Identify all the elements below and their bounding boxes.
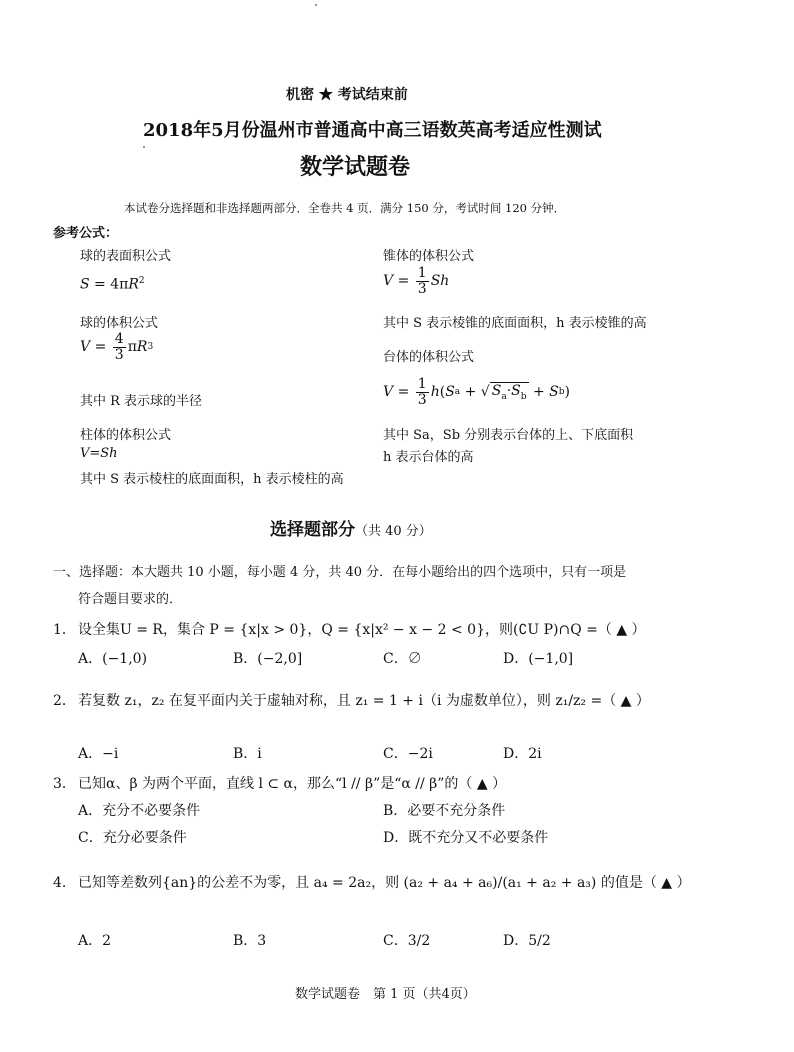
cone-note: 其中 S 表示棱锥的底面面积，h 表示棱锥的高 — [383, 316, 647, 331]
section-heading-line2: 符合题目要求的． — [78, 592, 183, 607]
section-title-text: 选择题部分 — [270, 520, 355, 540]
q3-option-c: C．充分必要条件 — [78, 830, 187, 846]
frustum-note-height: h 表示台体的高 — [383, 450, 474, 465]
q1-number: 1． — [53, 622, 76, 638]
q2-option-a: A．−i — [78, 746, 119, 762]
q3-number: 3． — [53, 776, 76, 792]
q1-option-d: D．(−1,0] — [503, 651, 574, 667]
section-heading-line1: 一、选择题：本大题共 10 小题，每小题 4 分，共 40 分．在每小题给出的四个选项中，只有一项是 — [53, 565, 627, 580]
page-footer: 数学试题卷 第 1 页（共4页） — [295, 987, 476, 1002]
q2-option-b: B．i — [233, 746, 262, 762]
q3-option-d: D．既不充分又不必要条件 — [383, 830, 549, 846]
exam-subtitle: 数学试题卷 — [300, 154, 411, 180]
cone-volume-label: 锥体的体积公式 — [383, 249, 475, 264]
scan-artifact — [315, 4, 317, 6]
q2-option-c: C．−2i — [383, 746, 433, 762]
q3-option-a: A．充分不必要条件 — [78, 803, 201, 819]
section-points: （共 40 分） — [355, 524, 432, 539]
q4-option-d: D．5/2 — [503, 933, 551, 949]
q4-option-c: C．3/2 — [383, 933, 431, 949]
q1-option-b: B．(−2,0] — [233, 651, 303, 667]
cone-volume-formula: V = $\frac{1}{3}$ Sh — [383, 265, 450, 297]
q4-option-a: A．2 — [78, 933, 112, 949]
frustum-volume-label: 台体的体积公式 — [383, 350, 475, 365]
formulas-label: 参考公式： — [53, 226, 119, 241]
q2-stem: 若复数 z₁，z₂ 在复平面内关于虚轴对称，且 z₁ = 1 + i（i 为虚数单位），则 z₁/z₂ =（ ▲ ） — [78, 693, 650, 709]
q1-stem: 设全集U = R，集合 P = {x|x > 0}，Q = {x|x² − x − 2 < 0}，则(∁U P)∩Q =（ ▲ ） — [78, 622, 646, 638]
q1-option-a: A．(−1,0) — [78, 651, 148, 667]
prism-note: 其中 S 表示棱柱的底面面积，h 表示棱柱的高 — [80, 472, 344, 487]
q3-option-b: B．必要不充分条件 — [383, 803, 506, 819]
q4-stem: 已知等差数列{an}的公差不为零，且 a₄ = 2a₂，则 (a₂ + a₄ + a₆)/(a₁ + a₂ + a₃) 的值是（ ▲ ） — [78, 875, 691, 891]
sphere-note: 其中 R 表示球的半径 — [80, 394, 203, 409]
q2-number: 2． — [53, 693, 76, 709]
prism-volume-formula: V=Sh — [80, 446, 118, 461]
confidential-label: 机密 ★ 考试结束前 — [286, 87, 408, 103]
sphere-volume-formula: V = $\frac{4}{3}$ π R 3 — [80, 331, 154, 363]
frustum-volume-formula: V = $\frac{1}{3}$ h ( S a + √ $S_a\cdot S_b$ + S b ) — [383, 376, 570, 408]
exam-instructions: 本试卷分选择题和非选择题两部分．全卷共 4 页．满分 150 分，考试时间 120 分钟． — [124, 201, 566, 215]
q2-option-d: D．2i — [503, 746, 542, 762]
q1-option-c: C．∅ — [383, 651, 422, 667]
prism-volume-label: 柱体的体积公式 — [80, 428, 172, 443]
scan-artifact — [143, 146, 145, 148]
sphere-area-label: 球的表面积公式 — [80, 249, 172, 264]
q4-option-b: B．3 — [233, 933, 267, 949]
exam-title: 2018年5月份温州市普通高中高三语数英高考适应性测试 — [143, 120, 602, 141]
section-title — [270, 515, 432, 540]
sphere-volume-label: 球的体积公式 — [80, 316, 159, 331]
q3-stem: 已知α、β 为两个平面，直线 l ⊂ α，那么“l // β”是“α // β”的（ ▲ ） — [78, 776, 507, 792]
q4-number: 4． — [53, 875, 76, 891]
sphere-area-formula: $S = 4\pi R^2$ — [80, 276, 145, 293]
frustum-note: 其中 Sa，Sb 分别表示台体的上、下底面积 — [383, 428, 634, 443]
